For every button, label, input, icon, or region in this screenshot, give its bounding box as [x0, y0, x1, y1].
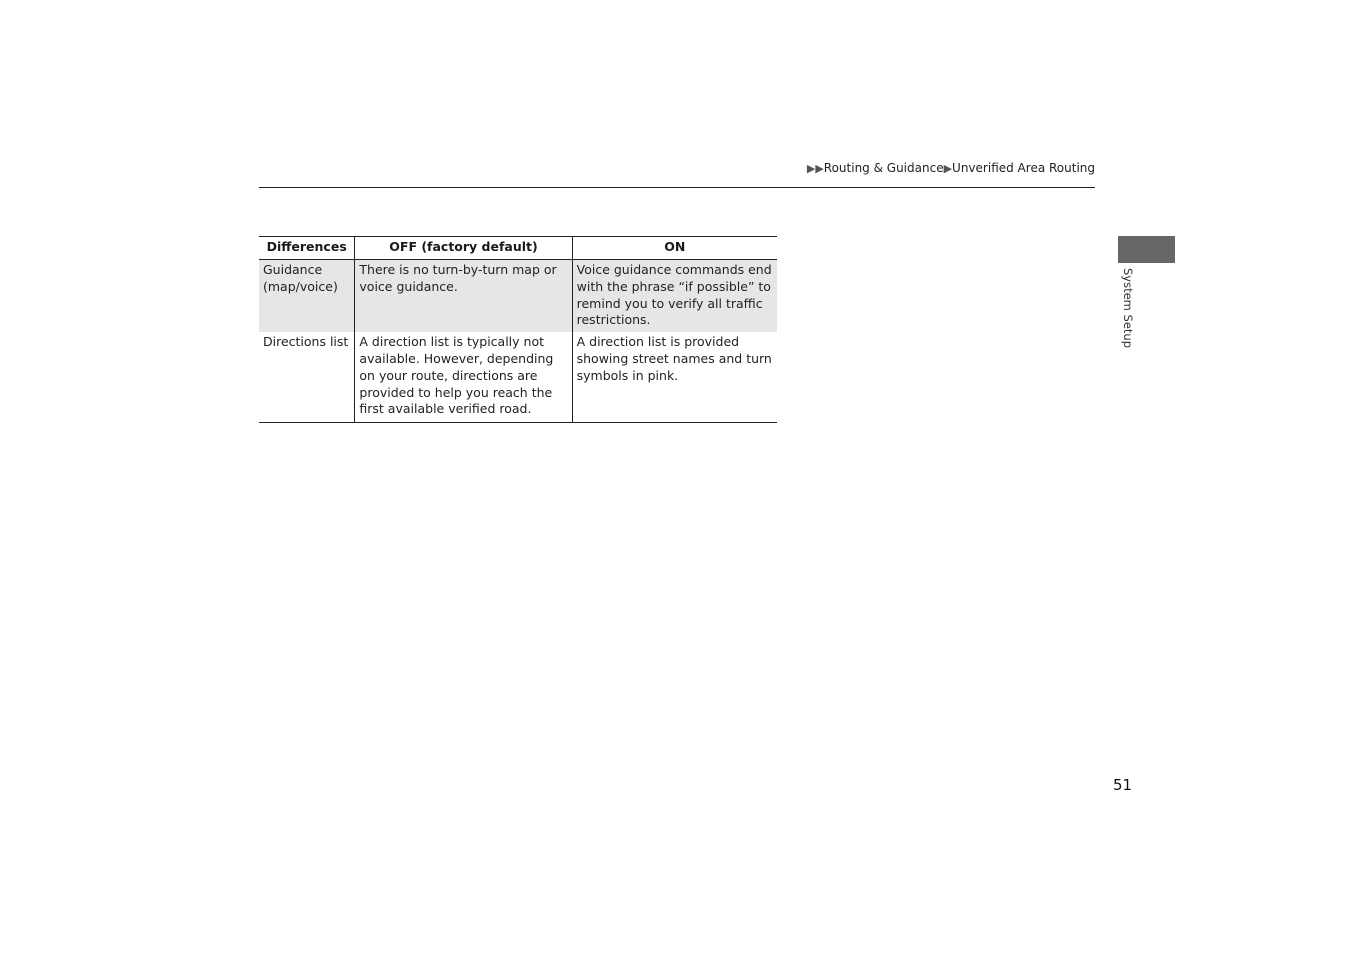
breadcrumb-item-routing-guidance[interactable]: Routing & Guidance: [823, 161, 944, 175]
column-header-on: ON: [572, 237, 777, 260]
table-row: [259, 332, 777, 422]
column-header-off: OFF (factory default): [355, 237, 572, 260]
page-number: 51: [1113, 776, 1133, 794]
triangle-right-icon: ▶: [943, 162, 953, 175]
header-rule: [259, 187, 1095, 188]
breadcrumb: [807, 161, 1095, 175]
on-cell: A direction list is provided showing street names and turn symbols in pink.: [572, 332, 777, 422]
section-tab[interactable]: [1118, 236, 1175, 263]
section-tab-label: System Setup: [1121, 268, 1135, 349]
off-cell: There is no turn-by-turn map or voice guidance.: [355, 260, 572, 333]
table-header-row: [259, 237, 777, 260]
triangle-right-icon: ▶▶: [806, 162, 824, 175]
column-header-differences: Differences: [259, 237, 355, 260]
on-cell: Voice guidance commands end with the phrase “if possible” to remind you to verify all traffic restrictions.: [572, 260, 777, 333]
row-label: Directions list: [259, 332, 355, 422]
row-label: Guidance (map/voice): [259, 260, 355, 333]
breadcrumb-item-unverified-area-routing[interactable]: Unverified Area Routing: [952, 161, 1095, 175]
off-cell: A direction list is typically not available. However, depending on your route, directions are provided to help you reach the first available verified road.: [355, 332, 572, 422]
differences-table: [259, 236, 777, 423]
table-row: [259, 260, 777, 333]
